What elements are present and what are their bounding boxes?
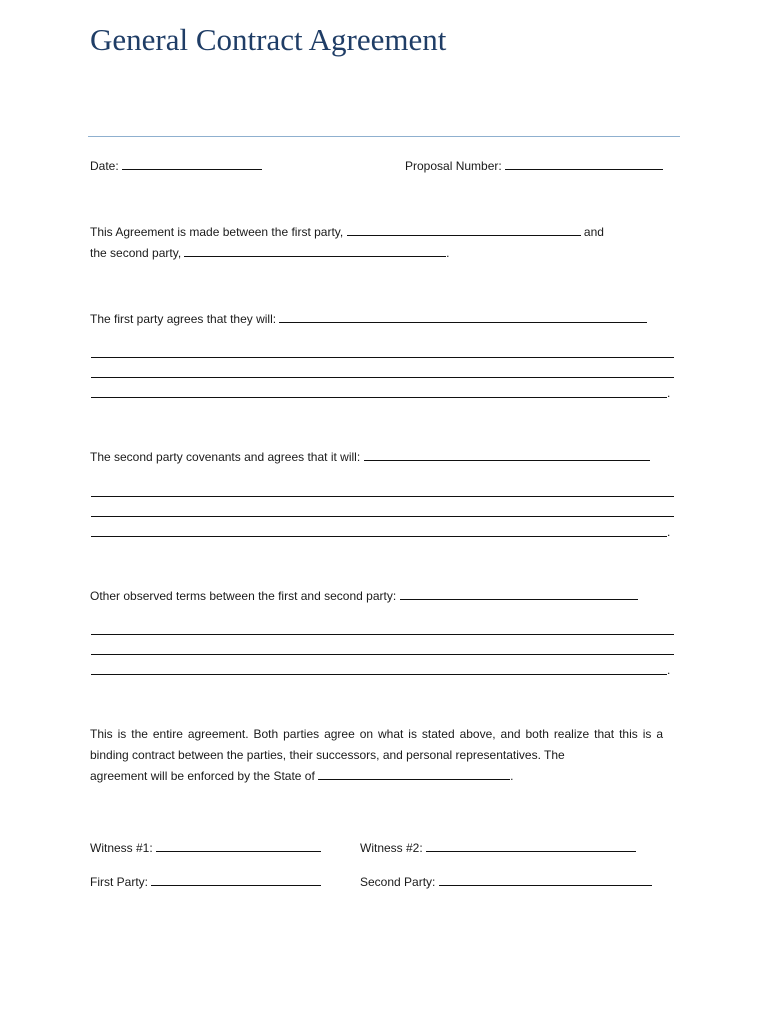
agreement-second-party-text: the second party,: [90, 246, 182, 260]
closing-last-line: [90, 769, 514, 783]
first-party-obligations-line-1[interactable]: [91, 357, 674, 358]
closing-paragraph: [90, 724, 663, 787]
witness-1-row: [90, 841, 321, 855]
first-party-agrees-label: The first party agrees that they will:: [90, 312, 277, 326]
agreement-and-text: and: [583, 225, 604, 239]
date-label: Date:: [90, 159, 119, 173]
first-party-obligations-line-3[interactable]: [91, 397, 667, 398]
document-title: General Contract Agreement: [90, 22, 447, 57]
first-party-signature-label: First Party:: [90, 875, 149, 889]
state-field[interactable]: [318, 769, 510, 780]
witness-1-label: Witness #1:: [90, 841, 153, 855]
closing-paragraph-text: This is the entire agreement. Both parties agree on what is stated above, and both realize that this is a binding contract between the parties, their successors, and personal representatives. The: [90, 727, 663, 762]
second-party-signature-label: Second Party:: [360, 875, 436, 889]
period: .: [667, 663, 671, 677]
first-party-agrees-row: [90, 312, 647, 326]
agreement-line-1: [90, 225, 604, 239]
second-party-obligations-line-3[interactable]: [91, 536, 667, 537]
second-party-signature-field[interactable]: [439, 875, 652, 886]
date-field[interactable]: [122, 159, 262, 170]
proposal-row: [405, 159, 663, 173]
first-party-signature-field[interactable]: [151, 875, 321, 886]
first-party-name-field[interactable]: [347, 225, 581, 236]
proposal-number-label: Proposal Number:: [405, 159, 502, 173]
other-terms-field[interactable]: [400, 589, 638, 600]
first-party-obligations-field[interactable]: [279, 312, 647, 323]
second-party-obligations-line-2[interactable]: [91, 516, 674, 517]
first-party-signature-row: [90, 875, 321, 889]
second-party-obligations-field[interactable]: [364, 450, 650, 461]
period: .: [667, 386, 671, 400]
second-party-covenants-row: [90, 450, 650, 464]
state-label: agreement will be enforced by the State of: [90, 769, 315, 783]
other-terms-line-1[interactable]: [91, 634, 674, 635]
agreement-first-party-text: This Agreement is made between the first party,: [90, 225, 344, 239]
witness-1-field[interactable]: [156, 841, 321, 852]
second-party-obligations-line-1[interactable]: [91, 496, 674, 497]
proposal-number-field[interactable]: [505, 159, 663, 170]
period: .: [446, 246, 450, 260]
first-party-obligations-line-2[interactable]: [91, 377, 674, 378]
agreement-line-2: [90, 246, 450, 260]
second-party-covenants-label: The second party covenants and agrees that it will:: [90, 450, 361, 464]
witness-2-label: Witness #2:: [360, 841, 423, 855]
period: .: [510, 769, 514, 783]
second-party-name-field[interactable]: [184, 246, 446, 257]
date-row: [90, 159, 262, 173]
title-divider: [88, 136, 680, 137]
period: .: [667, 525, 671, 539]
witness-2-row: [360, 841, 636, 855]
other-terms-line-2[interactable]: [91, 654, 674, 655]
other-terms-label: Other observed terms between the first and second party:: [90, 589, 397, 603]
other-terms-row: [90, 589, 638, 603]
other-terms-line-3[interactable]: [91, 674, 667, 675]
witness-2-field[interactable]: [426, 841, 636, 852]
second-party-signature-row: [360, 875, 652, 889]
